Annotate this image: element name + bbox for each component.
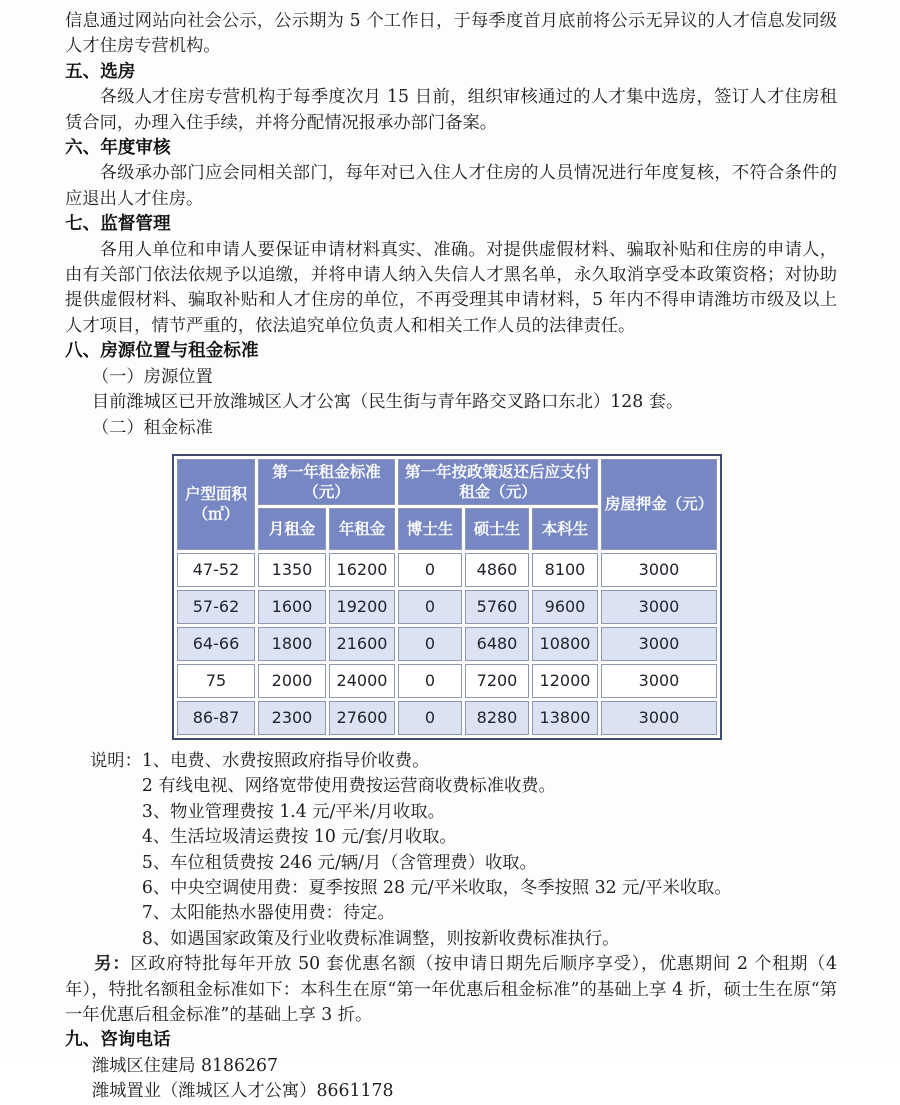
rent-row [177,664,717,698]
rent-row [177,553,717,587]
section-7-paragraph: 各用人单位和申请人要保证申请材料真实、准确。对提供虚假材料、骗取补贴和住房的申请人，由有关部门依法依规予以追缴，并将申请人纳入失信人才黑名单，永久取消享受本政策资格；对协助提供虚假材料、骗取补贴和人才住房的单位，不再受理其申请材料，5 年内不得申请潍坊市级及以上人才项目，情节严重的，依法追究单位负责人和相关工作人员的法律责任。 [65,239,837,336]
rent-cell: 12000 [532,664,598,698]
rent-row [177,627,717,661]
rent-cell: 3000 [601,664,717,698]
th-first-year-rent-standard: 第一年租金标准（元） [258,459,395,505]
rent-cell: 64-66 [177,627,255,661]
notes-label: 说明： [90,750,142,771]
rent-row [177,590,717,624]
notes-block [90,749,837,952]
note-item: 5、车位租赁费按 246 元/辆/月（含管理费）收取。 [141,852,537,873]
note-item: 2 有线电视、网络宽带使用费按运营商收费标准收费。 [141,776,556,797]
th-house-deposit: 房屋押金（元） [601,459,717,550]
contact-phone-2: 潍城置业（潍城区人才公寓）8661178 [91,1081,394,1102]
rent-cell: 21600 [329,627,395,661]
rent-cell: 1800 [258,627,326,661]
rent-cell: 7200 [465,664,529,698]
rent-cell: 3000 [601,701,717,735]
rent-cell: 3000 [601,553,717,587]
section-9-heading: 九、咨询电话 [65,1030,171,1051]
section-5-paragraph: 各级人才住房专营机构于每季度次月 15 日前，组织审核通过的人才集中选房，签订人才住房租赁合同，办理入住手续，并将分配情况报承办部门备案。 [65,87,837,133]
note-item: 1、电费、水费按照政府指导价收费。 [141,750,430,771]
rent-cell: 86-87 [177,701,255,735]
rent-cell: 5760 [465,590,529,624]
rent-cell: 0 [398,627,462,661]
rent-cell: 57-62 [177,590,255,624]
rent-cell: 8100 [532,553,598,587]
th-master-student: 硕士生 [465,508,529,550]
th-rent-after-policy-return: 第一年按政策返还后应支付租金（元） [398,459,598,505]
section-8-location: 目前潍城区已开放潍城区人才公寓（民生街与青年路交叉路口东北）128 套。 [91,392,684,413]
rent-cell: 13800 [532,701,598,735]
rent-cell: 8280 [465,701,529,735]
rent-cell: 1350 [258,553,326,587]
rent-cell: 2000 [258,664,326,698]
section-8-sub2: （二）租金标准 [91,417,213,438]
rent-cell: 19200 [329,590,395,624]
th-yearly-rent: 年租金 [329,508,395,550]
rent-cell: 16200 [329,553,395,587]
th-unit-area: 户型面积（㎡） [177,459,255,550]
th-monthly-rent: 月租金 [258,508,326,550]
rent-cell: 9600 [532,590,598,624]
section-8-heading: 八、房源位置与租金标准 [65,341,259,362]
special-quota-text: 区政府特批每年开放 50 套优惠名额（按申请日期先后顺序享受），优惠期间 2 个租期（4 年），特批名额租金标准如下：本科生在原“第一年优惠后租金标准”的基础上享 4 折，硕士生在原“第一年优惠后租金标准”的基础上享 3 折。 [65,954,837,1025]
rent-cell: 3000 [601,627,717,661]
th-doctoral-student: 博士生 [398,508,462,550]
note-item: 7、太阳能热水器使用费：待定。 [141,903,395,924]
rent-cell: 47-52 [177,553,255,587]
rent-standard-table [172,454,722,740]
special-quota-label: 另： [94,954,131,975]
rent-cell: 27600 [329,701,395,735]
contact-phone-1: 潍城区住建局 8186267 [91,1055,278,1076]
rent-row [177,701,717,735]
note-item: 6、中央空调使用费：夏季按照 28 元/平米收取，冬季按照 32 元/平米收取。 [141,877,732,898]
rent-cell: 75 [177,664,255,698]
rent-cell: 0 [398,590,462,624]
th-bachelor-student: 本科生 [532,508,598,550]
rent-cell: 2300 [258,701,326,735]
rent-cell: 10800 [532,627,598,661]
note-item: 3、物业管理费按 1.4 元/平米/月收取。 [141,801,445,822]
rent-cell: 4860 [465,553,529,587]
rent-cell: 3000 [601,590,717,624]
table-header-row-1 [177,459,717,505]
section-8-sub1: （一）房源位置 [91,366,213,387]
note-item: 8、如遇国家政策及行业收费标准调整，则按新收费标准执行。 [141,928,620,949]
section-6-heading: 六、年度审核 [65,138,171,159]
intro-paragraph: 信息通过网站向社会公示，公示期为 5 个工作日，于每季度首月底前将公示无异议的人才信息发同级人才住房专营机构。 [65,11,837,57]
rent-cell: 6480 [465,627,529,661]
notes-items [142,749,837,952]
rent-cell: 0 [398,553,462,587]
special-quota-paragraph [65,952,837,1028]
section-7-heading: 七、监督管理 [65,214,171,235]
section-5-heading: 五、选房 [65,61,136,82]
note-item: 4、生活垃圾清运费按 10 元/套/月收取。 [141,827,457,848]
rent-cell: 0 [398,701,462,735]
section-6-paragraph: 各级承办部门应会同相关部门，每年对已入住人才住房的人员情况进行年度复核，不符合条件的应退出人才住房。 [65,163,837,209]
rent-cell: 0 [398,664,462,698]
rent-cell: 1600 [258,590,326,624]
rent-cell: 24000 [329,664,395,698]
